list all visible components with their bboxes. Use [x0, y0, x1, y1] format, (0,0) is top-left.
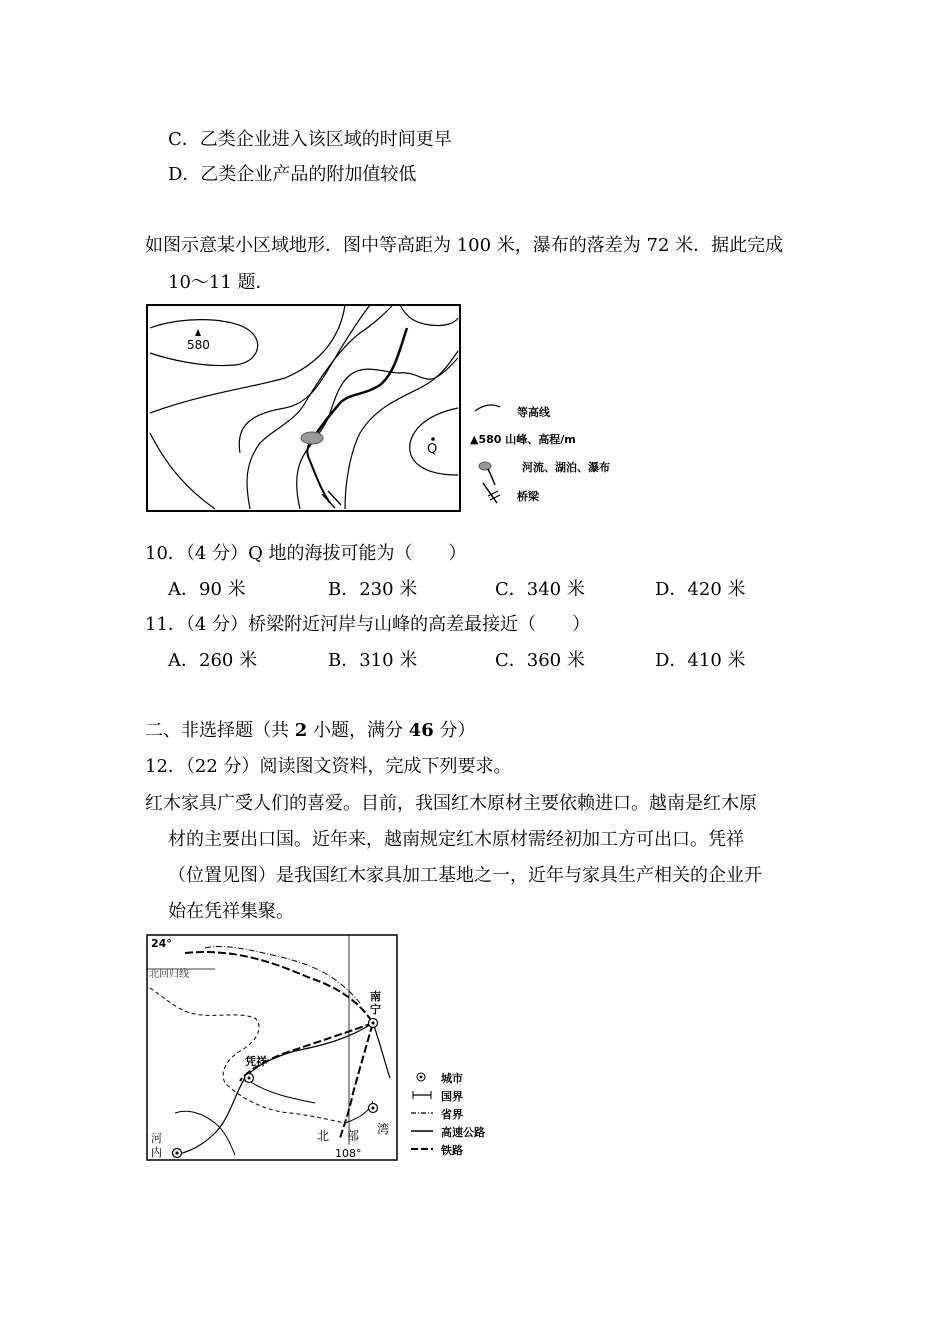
legend-bridge-label: 桥梁: [517, 490, 539, 503]
q11-option-a: A．260 米: [168, 650, 258, 671]
section-2-suffix: 分）: [433, 720, 476, 741]
legend-national-border-label: 国界: [441, 1090, 463, 1103]
q9-option-d: D．乙类企业产品的附加值较低: [168, 164, 417, 185]
q10-option-b: B．230 米: [328, 579, 418, 600]
q12-text-line2: 材的主要出口国。近年来，越南规定红木原材需经初加工方可出口。凭祥: [168, 829, 744, 850]
legend-peak-label: ▲580 山峰、高程/m: [470, 433, 576, 446]
section-2-heading: [145, 716, 476, 742]
q10-stem: 10．（4 分）Q 地的海拔可能为（ ）: [145, 543, 467, 564]
intro-10-11-line2: 10～11 题．: [168, 272, 274, 293]
city-marker-beihai: [369, 1104, 378, 1113]
city-marker-hanoi: [173, 1149, 182, 1158]
legend-river-label: 河流、湖泊、瀑布: [522, 461, 610, 474]
hanoi-label-1: 河: [151, 1132, 162, 1145]
nanning-label-1: 南: [370, 990, 381, 1003]
q10-option-d: D．420 米: [655, 579, 746, 600]
q-point-marker: [431, 437, 435, 441]
q12-text-line1: 红木家具广受人们的喜爱。目前，我国红木原材主要依赖进口。越南是红木原: [145, 793, 757, 814]
legend-city-label: 城市: [441, 1072, 463, 1085]
city-marker-nanning: [369, 1019, 378, 1028]
contour-map-figure: [145, 303, 645, 518]
legend-contour-label: 等高线: [517, 406, 550, 419]
tropic-label: 北回归线: [149, 969, 189, 980]
legend-bridge-symbol: [483, 483, 500, 503]
legend-highway-label: 高速公路: [441, 1126, 485, 1139]
legend-city-symbol: [417, 1073, 425, 1081]
legend-provincial-border-label: 省界: [441, 1108, 463, 1121]
q9-option-c: C．乙类企业进入该区域的时间更早: [168, 129, 452, 150]
gulf-label-1: 北: [317, 1129, 330, 1143]
longitude-label: 108°: [335, 1147, 362, 1160]
nanning-label-2: 宁: [370, 1003, 381, 1016]
hanoi-label-2: 内: [151, 1146, 162, 1159]
peak-elevation: 580: [187, 338, 210, 352]
q11-stem: 11．（4 分）桥梁附近河岸与山峰的高差最接近（ ）: [145, 614, 591, 635]
section-2-middle: 小题，满分: [307, 720, 409, 741]
q12-stem: 12．（22 分）阅读图文资料，完成下列要求。: [145, 756, 512, 777]
pingxiang-location-map: [145, 933, 515, 1163]
q-point-label: Q: [427, 442, 438, 457]
q10-option-a: A．90 米: [168, 579, 246, 600]
city-marker-pingxiang: [245, 1074, 254, 1083]
gulf-label-2: 部: [347, 1129, 360, 1143]
section-2-score: 46: [408, 720, 434, 741]
q11-option-b: B．310 米: [328, 650, 418, 671]
section-2-count: 2: [294, 720, 308, 741]
intro-10-11-line1: 如图示意某小区域地形．图中等高距为 100 米，瀑布的落差为 72 米．据此完成: [145, 235, 784, 256]
q12-text-line3: （位置见图）是我国红木家具加工基地之一，近年与家具生产相关的企业开: [168, 865, 762, 886]
legend-river-symbol: [479, 462, 495, 485]
gulf-label-3: 湾: [377, 1122, 390, 1136]
pingxiang-label: 凭祥: [245, 1055, 267, 1068]
q10-option-c: C．340 米: [495, 579, 585, 600]
q11-option-c: C．360 米: [495, 650, 585, 671]
section-2-prefix: 二、非选择题（共: [145, 720, 295, 741]
legend-railway-label: 铁路: [441, 1144, 463, 1157]
legend-national-border-symbol: [413, 1091, 431, 1099]
q12-text-line4: 始在凭祥集聚。: [168, 901, 294, 922]
legend-contour-symbol: [475, 405, 500, 411]
latitude-label: 24°: [151, 937, 172, 950]
q11-option-d: D．410 米: [655, 650, 746, 671]
lake: [301, 432, 323, 444]
